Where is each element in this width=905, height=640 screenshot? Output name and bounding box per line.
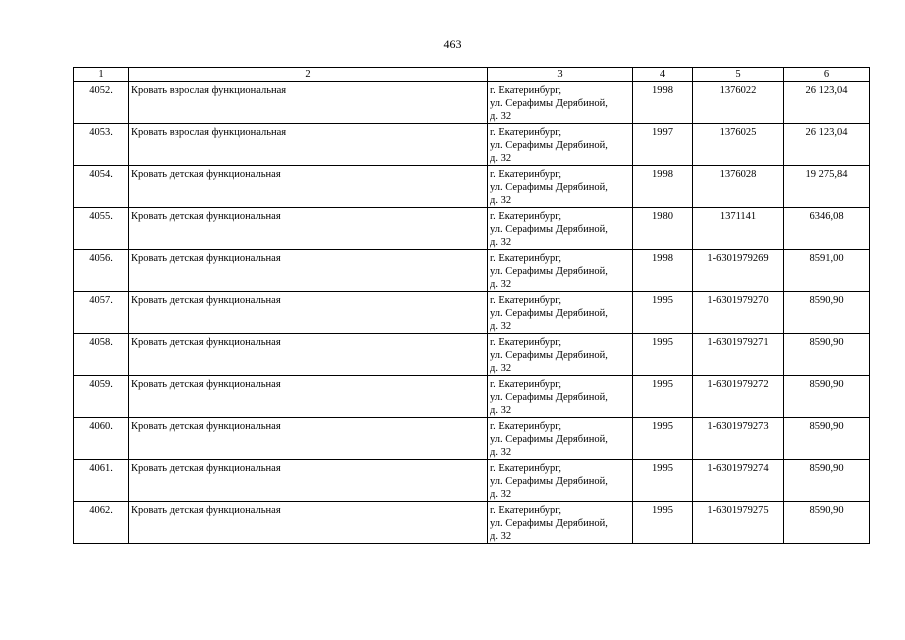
item-cost: 26 123,04 [784, 124, 870, 166]
item-cost: 8590,90 [784, 334, 870, 376]
table-row [74, 82, 870, 124]
address-line: ул. Серафимы Дерябиной, [490, 98, 608, 109]
item-name: Кровать детская функциональная [129, 460, 488, 502]
address-line: г. Екатеринбург, [490, 337, 562, 348]
inventory-number: 1376028 [693, 166, 784, 208]
item-address [488, 376, 633, 418]
address-line: ул. Серафимы Дерябиной, [490, 182, 608, 193]
address-line: ул. Серафимы Дерябиной, [490, 224, 608, 235]
item-cost: 8590,90 [784, 502, 870, 544]
table-row [74, 124, 870, 166]
address-line: г. Екатеринбург, [490, 379, 562, 390]
item-address [488, 124, 633, 166]
table-row [74, 250, 870, 292]
address-line: д. 32 [490, 153, 512, 164]
item-name: Кровать взрослая функциональная [129, 124, 488, 166]
table-row [74, 376, 870, 418]
item-address [488, 208, 633, 250]
item-cost: 8590,90 [784, 460, 870, 502]
row-number: 4053. [74, 124, 129, 166]
item-address [488, 418, 633, 460]
item-address [488, 460, 633, 502]
item-cost: 8591,00 [784, 250, 870, 292]
item-name: Кровать детская функциональная [129, 334, 488, 376]
item-cost: 26 123,04 [784, 82, 870, 124]
address-line: д. 32 [490, 321, 512, 332]
row-number: 4061. [74, 460, 129, 502]
address-line: д. 32 [490, 279, 512, 290]
item-address [488, 166, 633, 208]
table-row [74, 166, 870, 208]
table-row [74, 502, 870, 544]
item-cost: 19 275,84 [784, 166, 870, 208]
inventory-number: 1376022 [693, 82, 784, 124]
item-cost: 8590,90 [784, 292, 870, 334]
address-line: д. 32 [490, 111, 512, 122]
header-col-1: 1 [74, 68, 129, 82]
row-number: 4056. [74, 250, 129, 292]
address-line: г. Екатеринбург, [490, 505, 562, 516]
address-line: ул. Серафимы Дерябиной, [490, 350, 608, 361]
table-row [74, 208, 870, 250]
inventory-number: 1-6301979272 [693, 376, 784, 418]
address-line: ул. Серафимы Дерябиной, [490, 434, 608, 445]
table-row [74, 460, 870, 502]
inventory-number: 1371141 [693, 208, 784, 250]
item-name: Кровать детская функциональная [129, 166, 488, 208]
item-year: 1995 [633, 460, 693, 502]
table-body [74, 82, 870, 544]
address-line: д. 32 [490, 447, 512, 458]
address-line: д. 32 [490, 237, 512, 248]
address-line: г. Екатеринбург, [490, 253, 562, 264]
table-header-row [74, 68, 870, 82]
header-col-3: 3 [488, 68, 633, 82]
address-line: д. 32 [490, 405, 512, 416]
address-line: г. Екатеринбург, [490, 127, 562, 138]
item-year: 1998 [633, 250, 693, 292]
inventory-number: 1376025 [693, 124, 784, 166]
item-year: 1995 [633, 502, 693, 544]
address-line: д. 32 [490, 531, 512, 542]
inventory-number: 1-6301979274 [693, 460, 784, 502]
table-row [74, 418, 870, 460]
address-line: ул. Серафимы Дерябиной, [490, 476, 608, 487]
item-address [488, 334, 633, 376]
inventory-number: 1-6301979270 [693, 292, 784, 334]
row-number: 4060. [74, 418, 129, 460]
address-line: д. 32 [490, 195, 512, 206]
item-year: 1995 [633, 334, 693, 376]
item-year: 1980 [633, 208, 693, 250]
header-col-4: 4 [633, 68, 693, 82]
item-year: 1998 [633, 82, 693, 124]
address-line: д. 32 [490, 489, 512, 500]
item-name: Кровать детская функциональная [129, 250, 488, 292]
item-cost: 8590,90 [784, 376, 870, 418]
address-line: д. 32 [490, 363, 512, 374]
item-address [488, 82, 633, 124]
address-line: г. Екатеринбург, [490, 295, 562, 306]
inventory-number: 1-6301979273 [693, 418, 784, 460]
item-address [488, 502, 633, 544]
address-line: г. Екатеринбург, [490, 169, 562, 180]
item-year: 1997 [633, 124, 693, 166]
item-year: 1995 [633, 376, 693, 418]
row-number: 4059. [74, 376, 129, 418]
row-number: 4055. [74, 208, 129, 250]
item-address [488, 292, 633, 334]
item-cost: 6346,08 [784, 208, 870, 250]
inventory-number: 1-6301979275 [693, 502, 784, 544]
address-line: г. Екатеринбург, [490, 85, 562, 96]
table-row [74, 292, 870, 334]
item-name: Кровать детская функциональная [129, 376, 488, 418]
header-col-6: 6 [784, 68, 870, 82]
item-cost: 8590,90 [784, 418, 870, 460]
inventory-number: 1-6301979269 [693, 250, 784, 292]
row-number: 4057. [74, 292, 129, 334]
inventory-number: 1-6301979271 [693, 334, 784, 376]
address-line: г. Екатеринбург, [490, 463, 562, 474]
item-year: 1998 [633, 166, 693, 208]
item-address [488, 250, 633, 292]
item-name: Кровать детская функциональная [129, 502, 488, 544]
address-line: г. Екатеринбург, [490, 211, 562, 222]
header-col-2: 2 [129, 68, 488, 82]
item-name: Кровать взрослая функциональная [129, 82, 488, 124]
item-year: 1995 [633, 418, 693, 460]
table-row [74, 334, 870, 376]
item-name: Кровать детская функциональная [129, 208, 488, 250]
address-line: ул. Серафимы Дерябиной, [490, 518, 608, 529]
item-name: Кровать детская функциональная [129, 418, 488, 460]
row-number: 4058. [74, 334, 129, 376]
page-number: 463 [443, 37, 462, 51]
address-line: ул. Серафимы Дерябиной, [490, 266, 608, 277]
item-year: 1995 [633, 292, 693, 334]
address-line: ул. Серафимы Дерябиной, [490, 392, 608, 403]
address-line: ул. Серафимы Дерябиной, [490, 308, 608, 319]
address-line: г. Екатеринбург, [490, 421, 562, 432]
address-line: ул. Серафимы Дерябиной, [490, 140, 608, 151]
row-number: 4052. [74, 82, 129, 124]
property-registry-table [73, 67, 870, 544]
item-name: Кровать детская функциональная [129, 292, 488, 334]
row-number: 4054. [74, 166, 129, 208]
row-number: 4062. [74, 502, 129, 544]
header-col-5: 5 [693, 68, 784, 82]
